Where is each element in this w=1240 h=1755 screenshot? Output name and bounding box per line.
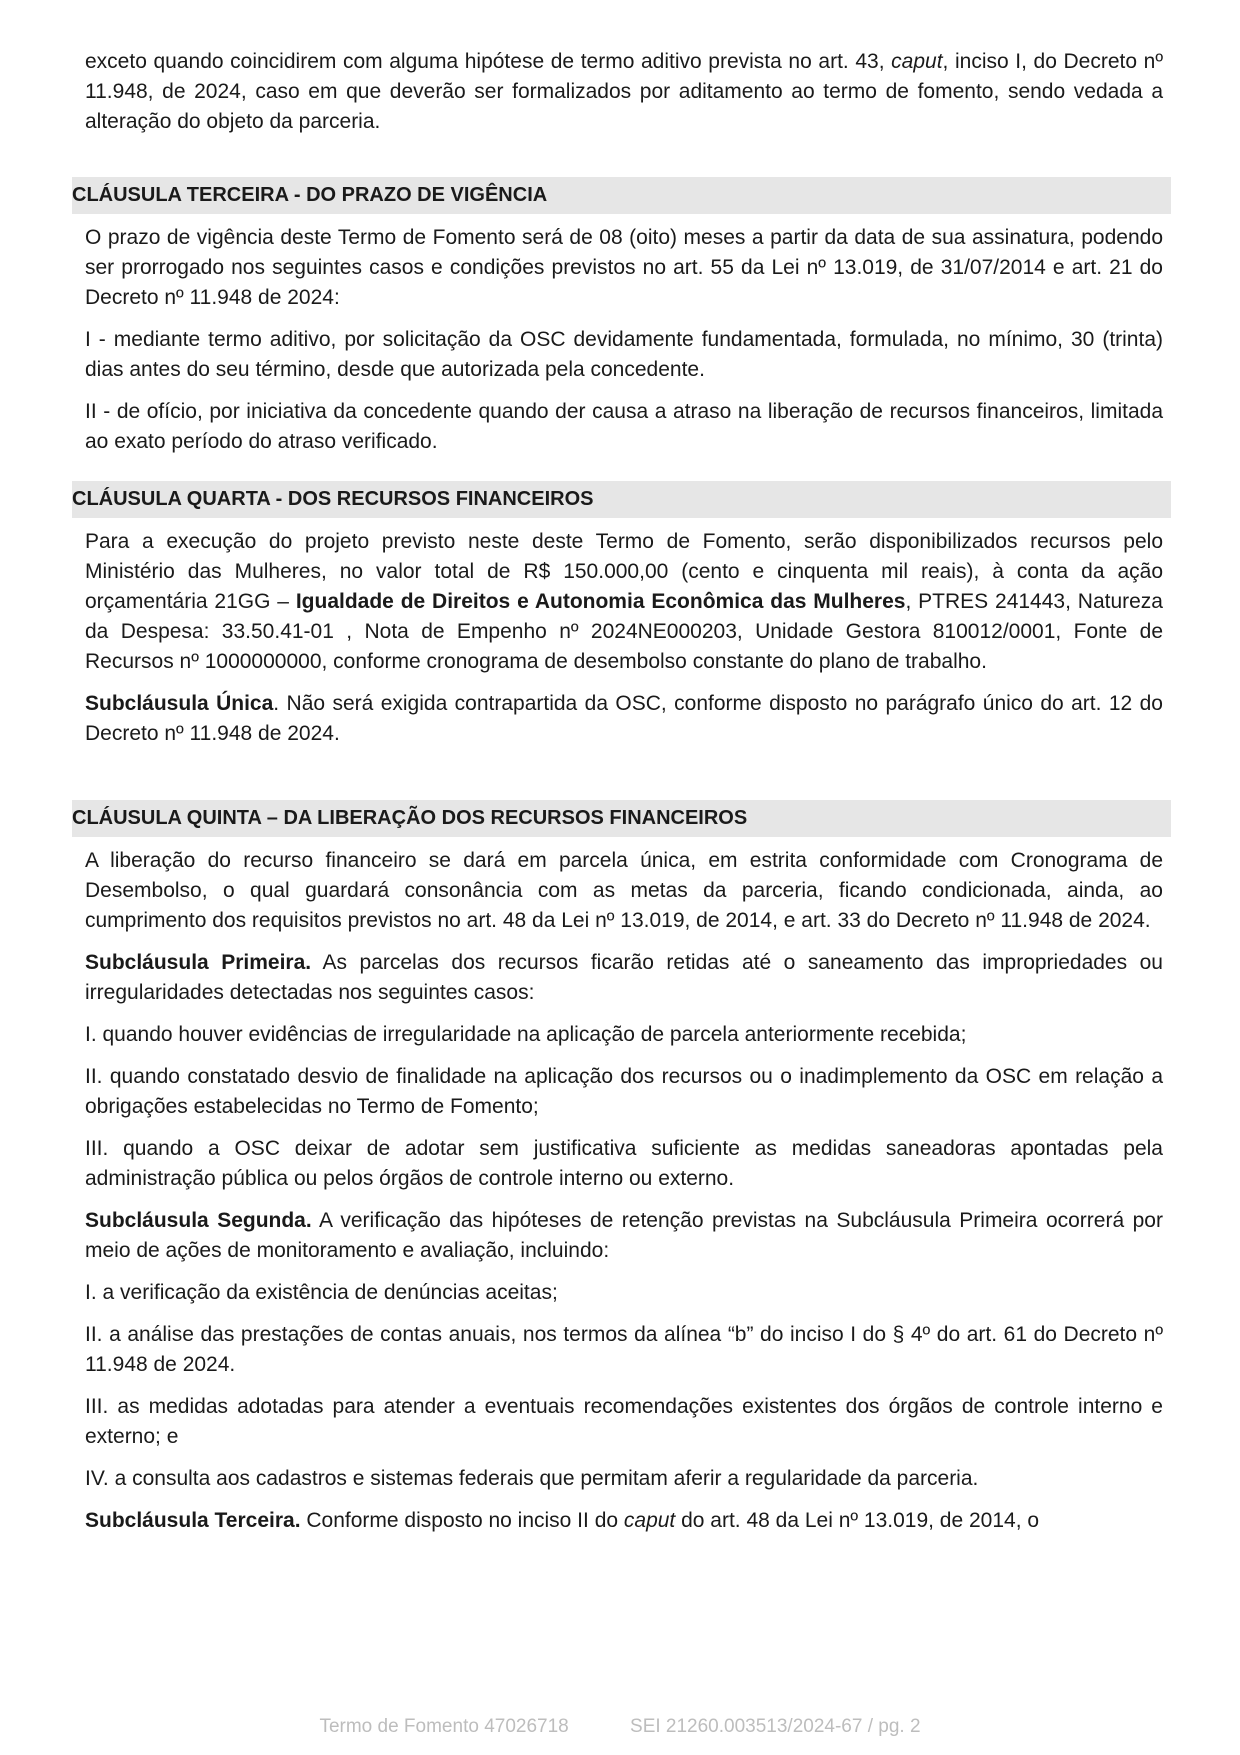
- clausula-quinta-body: [85, 846, 1163, 1548]
- clausula-terceira-body: [85, 223, 1163, 469]
- acao-orcamentaria-name: Igualdade de Direitos e Autonomia Econômica das Mulheres: [295, 590, 906, 613]
- paragraph: [85, 689, 1163, 749]
- paragraph: IV. a consulta aos cadastros e sistemas federais que permitam aferir a regularidade da parceria.: [85, 1467, 979, 1490]
- paragraph: I - mediante termo aditivo, por solicitação da OSC devidamente fundamentada, formulada, no mínimo, 30 (trinta) dias antes do seu término, desde que autorizada pela concedente.: [85, 328, 1163, 381]
- text-part: Conforme disposto no inciso II do: [300, 1509, 624, 1532]
- paragraph: II. a análise das prestações de contas anuais, nos termos da alínea “b” do inciso I do § 4º do art. 61 do Decreto nº 11.948 de 2024.: [85, 1323, 1163, 1376]
- paragraph: I. a verificação da existência de denúncias aceitas;: [85, 1281, 558, 1304]
- intro-text: [85, 47, 1163, 137]
- text-part: , PTRES 241443, Natureza da Despesa: 33.50.41-01 , Nota de Empenho nº 2024NE000203, Unidade Gestora 810012/0001, Fonte de Recursos nº 1000000000, conforme cronograma de desembolso constante do plano de trabalho.: [85, 590, 1163, 673]
- paragraph: [85, 948, 1163, 1008]
- subclausula-label: Subcláusula Primeira.: [85, 951, 312, 974]
- paragraph: [85, 527, 1163, 677]
- intro-paragraph: [85, 47, 1163, 149]
- clausula-quarta-heading: CLÁUSULA QUARTA - DOS RECURSOS FINANCEIROS: [72, 481, 1171, 518]
- paragraph: III. quando a OSC deixar de adotar sem justificativa suficiente as medidas saneadoras apontadas pela administração pública ou pelos órgãos de controle interno ou externo.: [85, 1137, 1163, 1190]
- clausula-terceira-heading: CLÁUSULA TERCEIRA - DO PRAZO DE VIGÊNCIA: [72, 177, 1171, 214]
- paragraph: [85, 1506, 1163, 1536]
- paragraph: II - de ofício, por iniciativa da concedente quando der causa a atraso na liberação de recursos financeiros, limitada ao exato período do atraso verificado.: [85, 400, 1163, 453]
- paragraph: A liberação do recurso financeiro se dará em parcela única, em estrita conformidade com Cronograma de Desembolso, o qual guardará consonância com as metas da parceria, ficando condicionada, ainda, ao cumprimento dos requisitos previstos no art. 48 da Lei nº 13.019, de 2014, e art. 33 do Decreto nº 11.948 de 2024.: [85, 849, 1163, 932]
- paragraph: [85, 1206, 1163, 1266]
- clausula-quarta-body: [85, 527, 1163, 761]
- page-footer: [0, 1712, 1240, 1742]
- intro-text-part: exceto quando coincidirem com alguma hipótese de termo aditivo prevista no art. 43,: [85, 50, 892, 73]
- intro-caput: caput: [891, 50, 943, 73]
- text-part: As parcelas dos recursos ficarão retidas até o saneamento das impropriedades ou irregularidades detectadas nos seguintes casos:: [85, 951, 1163, 1004]
- paragraph: I. quando houver evidências de irregularidade na aplicação de parcela anteriormente recebida;: [85, 1023, 967, 1046]
- footer-document-id: Termo de Fomento 47026718: [319, 1716, 569, 1737]
- clausula-quinta-heading: CLÁUSULA QUINTA – DA LIBERAÇÃO DOS RECURSOS FINANCEIROS: [72, 800, 1171, 837]
- text-part: A verificação das hipóteses de retenção previstas na Subcláusula Primeira ocorrerá por meio de ações de monitoramento e avaliação, incluindo:: [85, 1209, 1163, 1262]
- paragraph: III. as medidas adotadas para atender a eventuais recomendações existentes dos órgãos de controle interno e externo; e: [85, 1395, 1163, 1448]
- text-part: . Não será exigida contrapartida da OSC, conforme disposto no parágrafo único do art. 12 do Decreto nº 11.948 de 2024.: [85, 692, 1163, 745]
- paragraph: O prazo de vigência deste Termo de Fomento será de 08 (oito) meses a partir da data de sua assinatura, podendo ser prorrogado nos seguintes casos e condições previstos no art. 55 da Lei nº 13.019, de 31/07/2014 e art. 21 do Decreto nº 11.948 de 2024:: [85, 226, 1163, 309]
- subclausula-label: Subcláusula Terceira.: [85, 1509, 301, 1532]
- footer-sei-page: SEI 21260.003513/2024-67 / pg. 2: [630, 1716, 921, 1737]
- intro-text-part: , inciso I, do Decreto nº 11.948, de 2024, caso em que deverão ser formalizados por aditamento ao termo de fomento, sendo vedada a alteração do objeto da parceria.: [85, 50, 1163, 133]
- subclausula-label: Subcláusula Segunda.: [85, 1209, 312, 1232]
- text-part: do art. 48 da Lei nº 13.019, de 2014, o: [675, 1509, 1040, 1532]
- caput-italic: caput: [623, 1509, 676, 1532]
- paragraph: II. quando constatado desvio de finalidade na aplicação dos recursos ou o inadimplemento da OSC em relação a obrigações estabelecidas no Termo de Fomento;: [85, 1065, 1163, 1118]
- subclausula-label: Subcláusula Única: [85, 692, 274, 715]
- text-part: Para a execução do projeto previsto neste deste Termo de Fomento, serão disponibilizados recursos pelo Ministério das Mulheres, no valor total de R$ 150.000,00 (cento e cinquenta mil reais), à conta da ação orçamentária 21GG –: [85, 530, 1163, 613]
